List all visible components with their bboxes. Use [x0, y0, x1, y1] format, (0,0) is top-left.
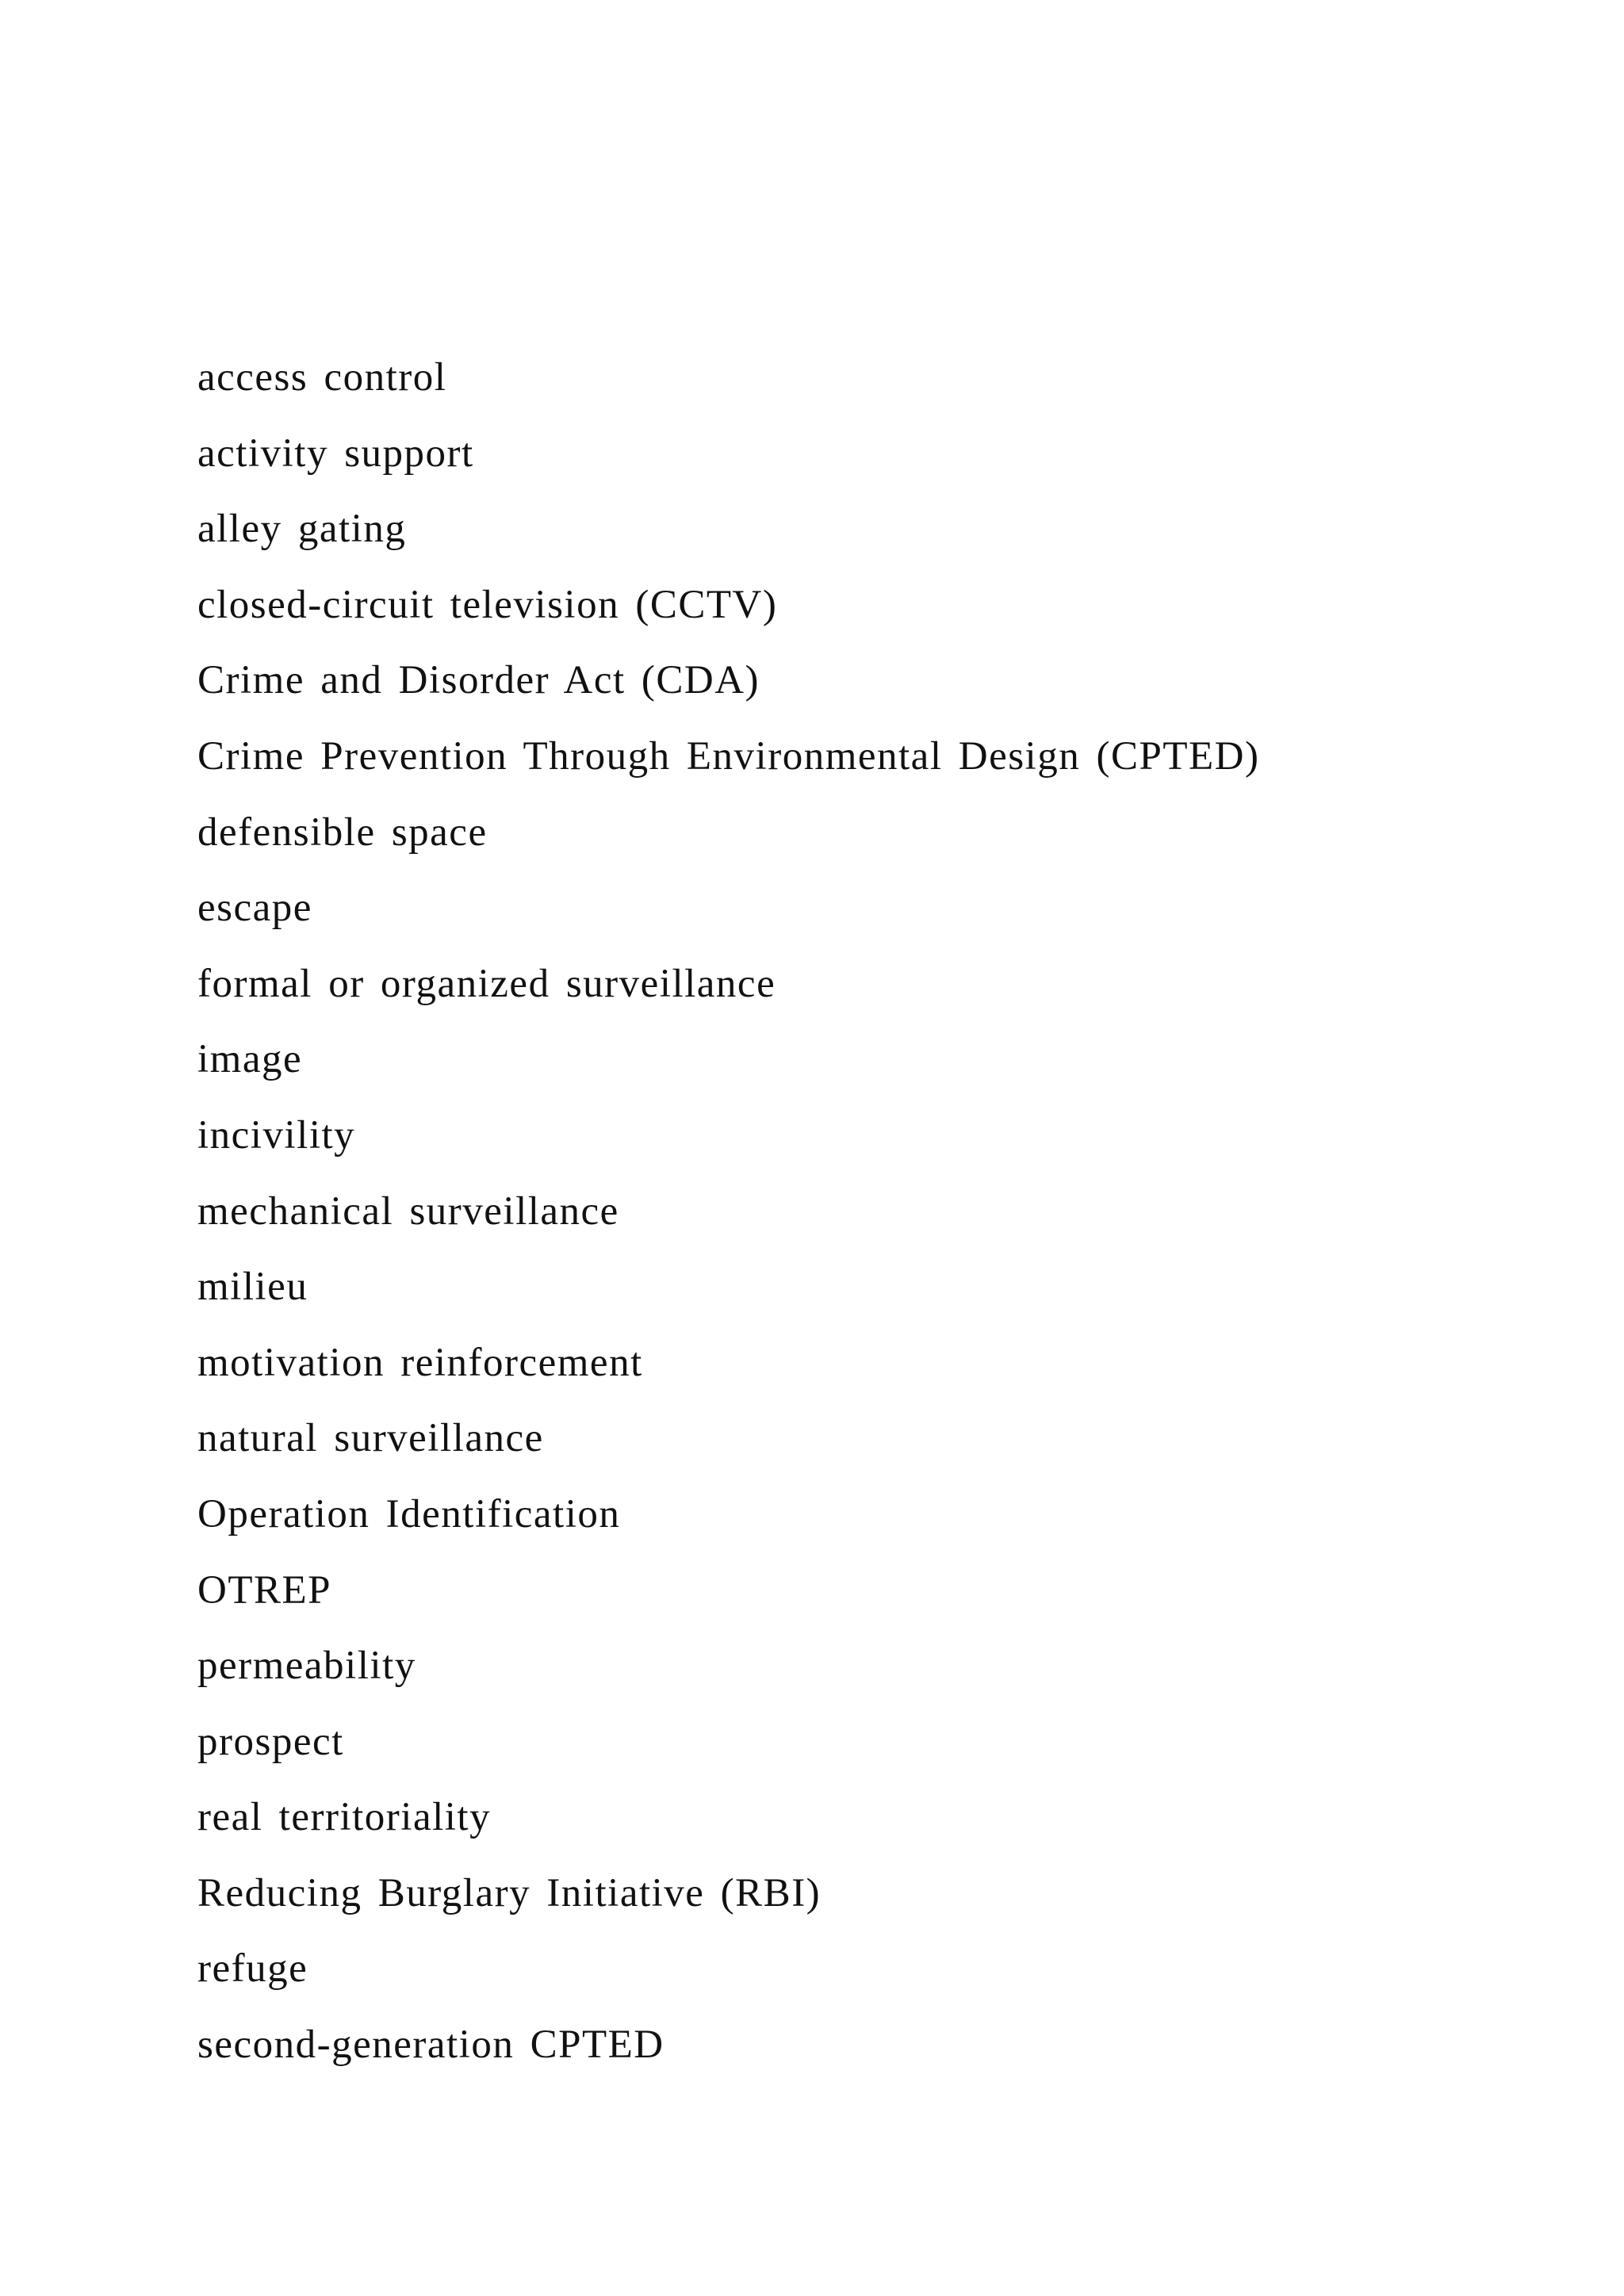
term-item: closed-circuit television (CCTV)	[197, 582, 778, 627]
term-item: permeability	[197, 1644, 416, 1689]
term-item: formal or organized surveillance	[197, 961, 776, 1006]
term-item: prospect	[197, 1719, 344, 1764]
term-item: second-generation CPTED	[197, 2022, 665, 2068]
term-item: escape	[197, 886, 312, 931]
term-item: mechanical surveillance	[197, 1188, 619, 1234]
term-item: alley gating	[197, 507, 407, 552]
term-item: Operation Identification	[197, 1491, 621, 1536]
term-item: Crime Prevention Through Environmental Design (CPTED)	[197, 733, 1260, 779]
term-item: motivation reinforcement	[197, 1340, 643, 1385]
term-item: OTREP	[197, 1567, 332, 1613]
term-item: incivility	[197, 1112, 356, 1158]
term-item: activity support	[197, 430, 474, 476]
term-item: image	[197, 1037, 303, 1082]
term-item: Crime and Disorder Act (CDA)	[197, 658, 760, 703]
term-item: Reducing Burglary Initiative (RBI)	[197, 1870, 822, 1915]
key-terms-list	[197, 347, 1259, 2091]
term-item: real territoriality	[197, 1795, 492, 1840]
term-item: access control	[197, 355, 447, 400]
term-item: refuge	[197, 1946, 308, 1992]
term-item: defensible space	[197, 809, 488, 855]
term-item: milieu	[197, 1265, 308, 1310]
term-item: natural surveillance	[197, 1416, 544, 1461]
